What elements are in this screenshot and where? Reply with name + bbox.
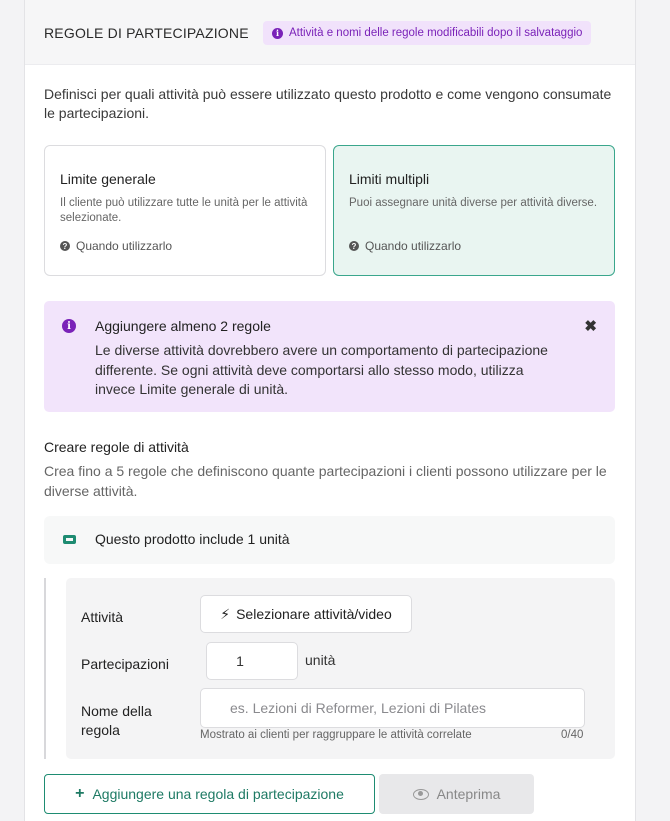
question-icon: ? xyxy=(60,241,70,251)
preview-label: Anteprima xyxy=(436,786,501,802)
intro-text: Definisci per quali attività può essere utilizzato questo prodotto e come vengono consumate le partecipazioni. xyxy=(44,86,612,121)
card-header xyxy=(25,0,635,65)
question-icon: ? xyxy=(349,241,359,251)
when-to-use-link[interactable] xyxy=(60,239,172,253)
alert-body: Le diverse attività dovrebbero avere un comportamento di partecipazione differente. Se ogni attività deve comportarsi allo stesso modo, utilizza invece Limite generale di unità. xyxy=(95,342,548,397)
preview-button[interactable] xyxy=(379,774,534,814)
add-rule-button[interactable] xyxy=(44,774,375,814)
when-to-use-label: Quando utilizzarlo xyxy=(365,239,462,253)
rule-name-input[interactable] xyxy=(200,688,585,728)
info-icon: i xyxy=(62,319,76,333)
rule-name-counter: 0/40 xyxy=(561,729,584,741)
participation-rules-card xyxy=(24,0,636,821)
rule-indent-bar xyxy=(44,578,46,759)
close-icon[interactable]: ✖ xyxy=(584,318,597,335)
eye-icon xyxy=(413,789,429,800)
min-rules-alert xyxy=(44,301,615,412)
alert-title: Aggiungere almeno 2 regole xyxy=(95,318,271,334)
select-activity-button[interactable] xyxy=(200,595,412,633)
add-rule-label: Aggiungere una regola di partecipazione xyxy=(92,786,344,802)
section-description: Crea fino a 5 regole che definiscono quante partecipazioni i clienti possono utilizzare per le diverse attività. xyxy=(44,463,607,499)
units-summary xyxy=(44,516,615,564)
attendance-label: Partecipazioni xyxy=(81,656,169,672)
when-to-use-label: Quando utilizzarlo xyxy=(76,239,173,253)
activity-rule xyxy=(66,578,615,759)
card-title: REGOLE DI PARTECIPAZIONE xyxy=(44,25,249,41)
badge-text: Attività e nomi delle regole modificabili dopo il salvataggio xyxy=(289,27,583,39)
activity-label: Attività xyxy=(81,609,124,625)
attendance-input[interactable] xyxy=(206,642,298,680)
when-to-use-link[interactable] xyxy=(349,239,461,253)
rule-name-hint: Mostrato ai clienti per raggruppare le attività correlate xyxy=(200,729,472,741)
editable-notice-badge xyxy=(263,21,591,45)
option-title: Limite generale xyxy=(60,171,156,187)
option-description: Puoi assegnare unità diverse per attività diverse. xyxy=(349,197,598,209)
select-activity-label: Selezionare attività/video xyxy=(236,606,392,622)
units-text: Questo prodotto include 1 unità xyxy=(95,531,290,547)
rule-name-label-line2: regola xyxy=(81,722,120,738)
info-icon: i xyxy=(272,28,283,39)
option-title: Limiti multipli xyxy=(349,171,430,187)
option-multiple-limits[interactable] xyxy=(333,145,615,276)
plus-icon: + xyxy=(75,785,85,802)
lightning-icon: ⚡︎ xyxy=(220,605,231,622)
option-description: Il cliente può utilizzare tutte le unità per le attività selezionate. xyxy=(60,197,308,224)
section-title: Creare regole di attività xyxy=(44,439,189,455)
option-general-limit[interactable] xyxy=(44,145,326,276)
attendance-unit: unità xyxy=(305,652,336,668)
rule-name-label-line1: Nome della xyxy=(81,703,152,719)
rule-name-label xyxy=(81,702,152,740)
ticket-icon xyxy=(63,535,76,544)
